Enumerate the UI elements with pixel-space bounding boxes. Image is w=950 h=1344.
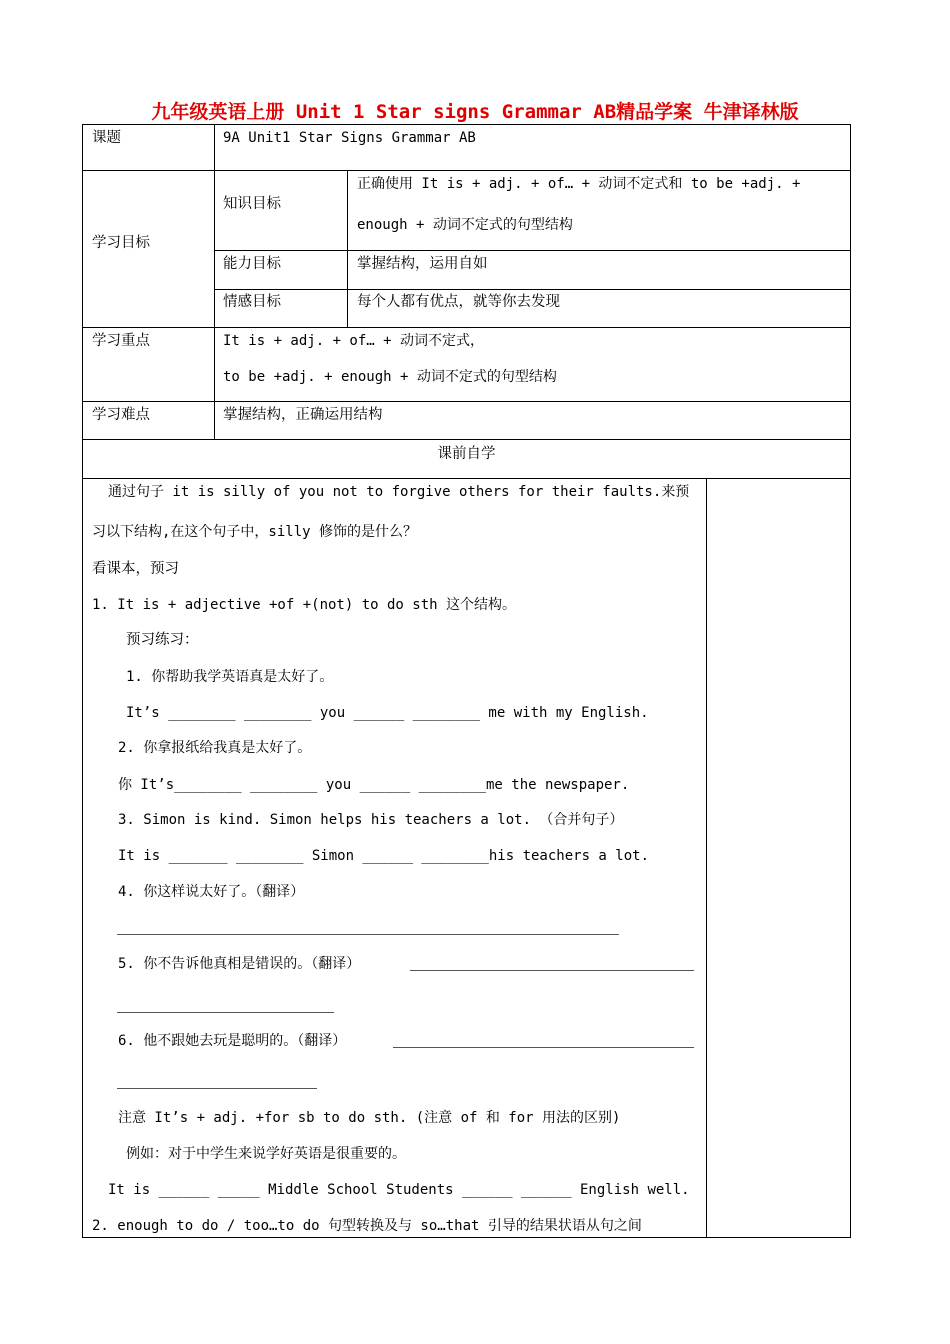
- intro-line2: 习以下结构,在这个句子中，silly 修饰的是什么？: [92, 524, 417, 540]
- row-divider: [82, 170, 851, 171]
- row-divider: [82, 439, 851, 440]
- answer-line: [410, 970, 694, 971]
- column-divider: [347, 170, 348, 327]
- row-divider: [82, 401, 851, 402]
- row-divider: [82, 327, 851, 328]
- difficulty-label: 学习难点: [92, 407, 150, 423]
- ability-label: 能力目标: [223, 256, 281, 272]
- question-1: 1. 你帮助我学英语真是太好了。: [126, 669, 334, 685]
- read-book-text: 看课本，预习: [92, 561, 179, 577]
- question-3-fill: It is _______ ________ Simon ______ ________his teachers a lot.: [118, 848, 650, 864]
- focus-value-line1: It is + adj. + of… + 动词不定式，: [223, 333, 485, 349]
- answer-line: [117, 934, 619, 935]
- note-text: 注意 It’s + adj. +for sb to do sth. (注意 of 和 for 用法的区别): [118, 1110, 621, 1126]
- goals-label: 学习目标: [92, 235, 150, 251]
- knowledge-value-line2: enough + 动词不定式的句型结构: [357, 217, 573, 233]
- section-header: 课前自学: [437, 446, 496, 462]
- document-title: 九年级英语上册 Unit 1 Star signs Grammar AB精品学案 牛津译林版: [151, 101, 799, 123]
- question-2: 2. 你拿报纸给我真是太好了。: [118, 740, 312, 756]
- answer-line: [117, 1088, 317, 1089]
- intro-line1: 通过句子 it is silly of you not to forgive others for their faults.来预: [108, 484, 690, 500]
- emotion-label: 情感目标: [223, 294, 281, 310]
- point-1: 1. It is + adjective +of +(not) to do sth 这个结构。: [92, 597, 517, 613]
- column-divider: [214, 124, 215, 440]
- answer-line: [117, 1012, 334, 1013]
- practice-label: 预习练习：: [126, 632, 199, 648]
- question-2-fill: 你 It’s________ ________ you ______ ________me the newspaper.: [118, 777, 630, 793]
- point-2: 2. enough to do / too…to do 句型转换及与 so…that 引导的结果状语从句之间: [92, 1218, 642, 1234]
- emotion-value: 每个人都有优点，就等你去发现: [357, 294, 560, 310]
- question-5: 5. 你不告诉他真相是错误的。（翻译）: [118, 956, 361, 972]
- focus-value-line2: to be +adj. + enough + 动词不定式的句型结构: [223, 369, 557, 385]
- answer-line: [393, 1047, 694, 1048]
- example-fill: It is ______ _____ Middle School Students ______ ______ English well.: [108, 1182, 690, 1198]
- focus-label: 学习重点: [92, 333, 150, 349]
- column-divider: [706, 478, 707, 1238]
- topic-label: 课题: [92, 130, 121, 146]
- knowledge-value-line1: 正确使用 It is + adj. + of… + 动词不定式和 to be +adj. +: [357, 176, 801, 192]
- row-divider: [214, 289, 851, 290]
- topic-value: 9A Unit1 Star Signs Grammar AB: [223, 130, 476, 146]
- row-divider: [214, 250, 851, 251]
- example-text: 例如：对于中学生来说学好英语是很重要的。: [126, 1146, 406, 1162]
- row-divider: [82, 478, 851, 479]
- difficulty-value: 掌握结构，正确运用结构: [223, 407, 383, 423]
- question-4: 4. 你这样说太好了。（翻译）: [118, 884, 305, 900]
- question-1-fill: It’s ________ ________ you ______ ________ me with my English.: [126, 705, 649, 721]
- knowledge-label: 知识目标: [223, 196, 281, 212]
- ability-value: 掌握结构，运用自如: [357, 256, 488, 272]
- question-6: 6. 他不跟她去玩是聪明的。（翻译）: [118, 1033, 347, 1049]
- question-3: 3. Simon is kind. Simon helps his teachers a lot. （合并句子）: [118, 812, 624, 828]
